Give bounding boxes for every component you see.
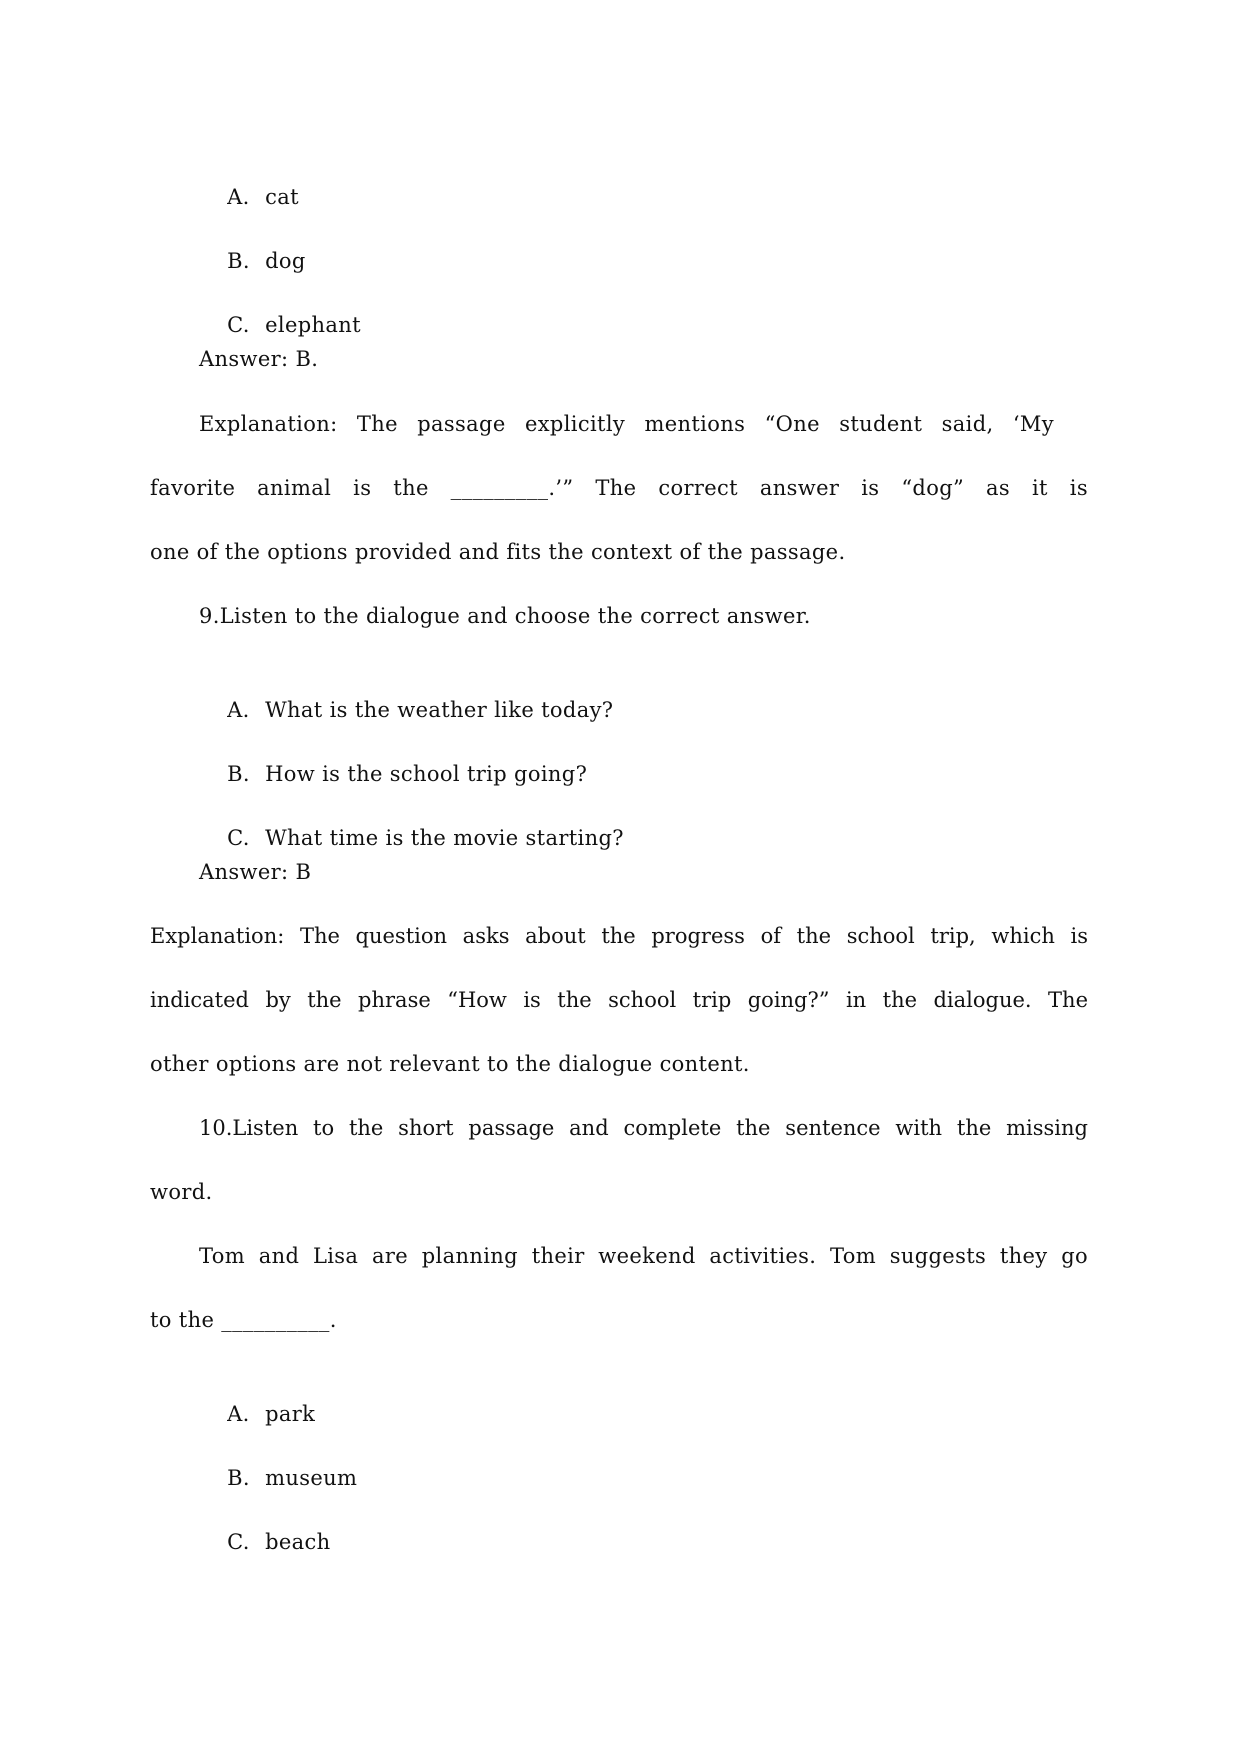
q9-explanation-line-2: indicated by the phrase “How is the school trip going?” in the dialogue. The xyxy=(150,988,1088,1012)
option-letter: B. xyxy=(227,762,250,786)
option-letter: B. xyxy=(227,1466,250,1490)
q10-option-c xyxy=(199,1497,331,1587)
option-text: beach xyxy=(265,1530,331,1554)
q8-answer: Answer: B. xyxy=(199,347,319,371)
q9-question: 9.Listen to the dialogue and choose the correct answer. xyxy=(199,604,811,628)
q10-passage-line-2: to the __________. xyxy=(150,1308,337,1332)
q10-passage-line-1: Tom and Lisa are planning their weekend activities. Tom suggests they go xyxy=(199,1244,1088,1268)
q10-question-line-1: 10.Listen to the short passage and complete the sentence with the missing xyxy=(199,1116,1088,1140)
option-letter: A. xyxy=(227,1402,250,1426)
option-letter: A. xyxy=(227,698,250,722)
option-text: museum xyxy=(265,1466,358,1490)
q9-answer: Answer: B xyxy=(199,860,312,884)
option-text: elephant xyxy=(265,313,361,337)
q8-explanation-line-2: favorite animal is the _________.’” The correct answer is “dog” as it is xyxy=(150,476,1088,500)
q8-explanation-line-1: Explanation: The passage explicitly mentions “One student said, ‘My xyxy=(199,412,1054,436)
q9-explanation-line-1: Explanation: The question asks about the progress of the school trip, which is xyxy=(150,924,1088,948)
q8-explanation-line-3: one of the options provided and fits the context of the passage. xyxy=(150,540,846,564)
option-text: dog xyxy=(265,249,306,273)
option-letter: C. xyxy=(227,826,250,850)
q9-explanation-line-3: other options are not relevant to the dialogue content. xyxy=(150,1052,750,1076)
q10-question-line-2: word. xyxy=(150,1180,213,1204)
option-text: What is the weather like today? xyxy=(265,698,614,722)
option-text: What time is the movie starting? xyxy=(265,826,624,850)
option-text: How is the school trip going? xyxy=(265,762,588,786)
option-letter: B. xyxy=(227,249,250,273)
option-letter: A. xyxy=(227,185,250,209)
option-letter: C. xyxy=(227,1530,250,1554)
option-text: park xyxy=(265,1402,316,1426)
option-text: cat xyxy=(265,185,299,209)
option-letter: C. xyxy=(227,313,250,337)
